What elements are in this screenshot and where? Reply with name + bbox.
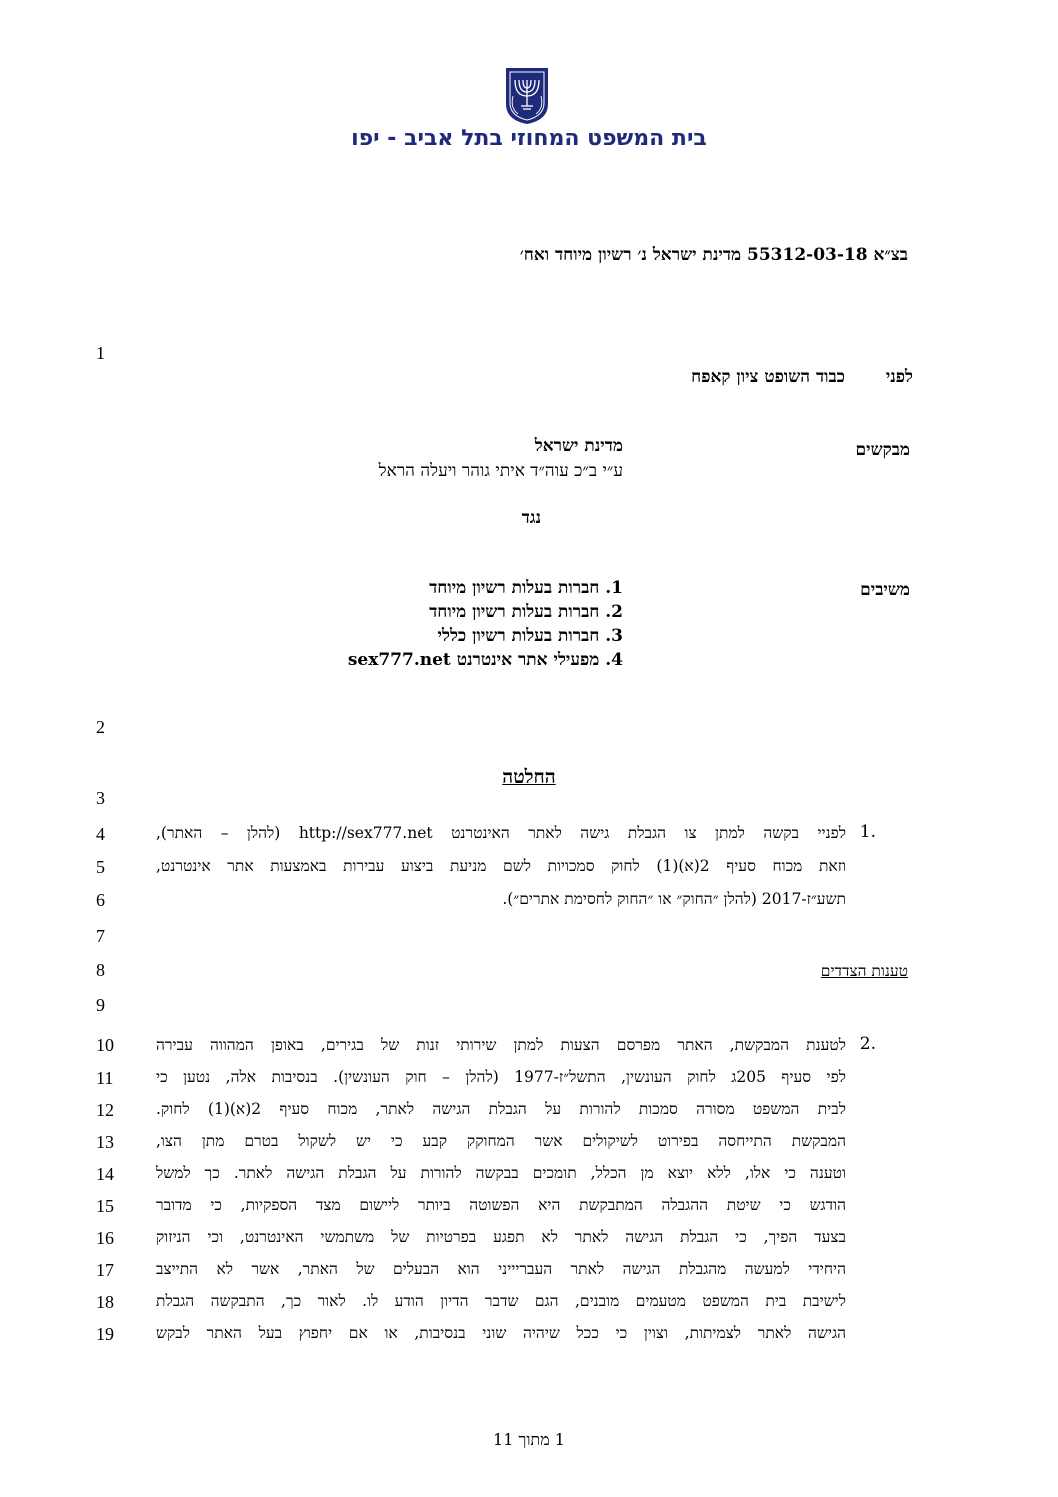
section-title: טענות הצדדים bbox=[820, 962, 908, 980]
respondent-item: 4. מפעילי אתר אינטרנט sex777.net bbox=[347, 650, 623, 670]
court-name: בית המשפט המחוזי בתל אביב - יפו bbox=[351, 126, 707, 151]
petitioner-representation: ע״י ב״כ עוה״ד איתי גוהר ויעלה הראל bbox=[378, 461, 623, 481]
case-caption: בצ״א 55312-03-18 מדינת ישראל נ׳ רשיון מיוחד ואח׳ bbox=[519, 245, 908, 265]
line-number: 15 bbox=[96, 1196, 114, 1216]
decision-title: החלטה bbox=[502, 766, 556, 788]
paragraph-line: לפניי בקשה למתן צו הגבלת גישה לאתר האינטרנט http://sex777.net (להלן – האתר), bbox=[156, 824, 847, 842]
line-number: 13 bbox=[96, 1132, 114, 1152]
paragraph-line: לבית המשפט מסורה סמכות להורות על הגבלת הגישה לאתר, מכוח סעיף 2(א)(1) לחוק. bbox=[156, 1100, 846, 1118]
line-number: 11 bbox=[96, 1068, 114, 1088]
respondents-label: משיבים bbox=[860, 580, 910, 600]
petitioner-name: מדינת ישראל bbox=[534, 436, 623, 456]
paragraph-line: וטענה כי אלו, ללא יוצא מן הכלל, תומכים בבקשה להורות על הגבלת הגישה לאתר. כך למשל bbox=[156, 1164, 846, 1182]
line-number: 6 bbox=[96, 890, 105, 910]
state-emblem-icon bbox=[504, 66, 550, 126]
respondent-item: 3. חברות בעלות רשיון כללי bbox=[437, 626, 623, 646]
page-footer: 1 מתוך 11 bbox=[493, 1430, 565, 1449]
versus-label: נגד bbox=[521, 508, 541, 528]
line-number: 2 bbox=[96, 717, 105, 737]
line-number: 4 bbox=[96, 824, 105, 844]
paragraph-line: בצעד הפיך, כי הגבלת הגישה לאתר לא תפגע בפרטיות של משתמשי האינטרנט, וכי הניזוק bbox=[156, 1228, 846, 1246]
paragraph-line: לפי סעיף 205ג לחוק העונשין, התשל״ז-1977 (להלן – חוק העונשין). בנסיבות אלה, נטען כי bbox=[156, 1068, 846, 1086]
paragraph-line: היחידי למעשה מהגבלת הגישה לאתר העבריייני הוא הבעלים של האתר, אשר לא התייצב bbox=[156, 1260, 846, 1278]
line-number: 8 bbox=[96, 960, 105, 980]
judge-name: כבוד השופט ציון קאפח bbox=[691, 367, 845, 387]
paragraph-line: הגישה לאתר לצמיתות, וצוין כי ככל שיהיה שוני בנסיבות, או אם יחפוץ בעל האתר לבקש bbox=[156, 1324, 846, 1342]
paragraph-line: לישיבת בית המשפט מטעמים מובנים, הגם שדבר הדיון הודע לו. לאור כך, התבקשה הגבלת bbox=[156, 1292, 846, 1310]
line-number: 14 bbox=[96, 1164, 114, 1184]
line-number: 5 bbox=[96, 857, 105, 877]
line-number: 18 bbox=[96, 1292, 114, 1312]
paragraph-number: 2. bbox=[859, 1034, 876, 1054]
judge-label: לפני bbox=[885, 367, 913, 387]
line-number: 1 bbox=[96, 343, 105, 363]
line-number: 9 bbox=[96, 995, 105, 1015]
line-number: 7 bbox=[96, 926, 105, 946]
paragraph-number: 1. bbox=[859, 822, 876, 842]
petitioners-label: מבקשים bbox=[855, 440, 910, 460]
line-number: 17 bbox=[96, 1260, 114, 1280]
line-number: 12 bbox=[96, 1100, 114, 1120]
paragraph-line: המבקשת התייחסה בפירוט לשיקולים אשר המחוקק קבע כי יש לשקול בטרם מתן הצו, bbox=[156, 1132, 846, 1150]
respondent-item: 1. חברות בעלות רשיון מיוחד bbox=[429, 578, 623, 598]
paragraph-line: הודגש כי שיטת ההגבלה המתבקשת היא הפשוטה ביותר ליישום מצד הספקיות, כי מדובר bbox=[156, 1196, 846, 1214]
paragraph-line: לטענת המבקשת, האתר מפרסם הצעות למתן שירותי זנות של בגירים, באופן המהווה עבירה bbox=[156, 1036, 846, 1054]
line-number: 10 bbox=[96, 1035, 114, 1055]
line-number: 16 bbox=[96, 1228, 114, 1248]
respondent-item: 2. חברות בעלות רשיון מיוחד bbox=[429, 602, 623, 622]
paragraph-line: תשע״ז-2017 (להלן ״החוק״ או ״החוק לחסימת אתרים״). bbox=[502, 890, 846, 908]
line-number: 19 bbox=[96, 1324, 114, 1344]
paragraph-line: וזאת מכוח סעיף 2(א)(1) לחוק סמכויות לשם מניעת ביצוע עבירות באמצעות אתר אינטרנט, bbox=[156, 857, 846, 875]
line-number: 3 bbox=[96, 788, 105, 808]
